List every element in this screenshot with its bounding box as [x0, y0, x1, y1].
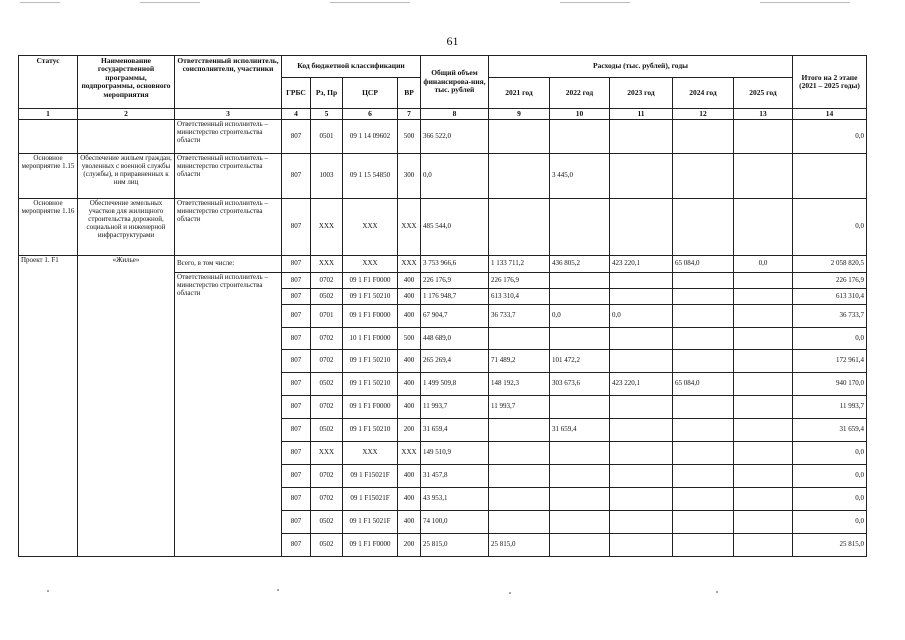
- y2022-cell: [550, 199, 610, 256]
- rzpr-cell: 0502: [311, 373, 343, 396]
- y2024-cell: [673, 465, 734, 488]
- csr-cell: 09 1 15 54850: [343, 154, 398, 199]
- vr-cell: 200: [398, 534, 421, 557]
- itogo-cell: 31 659,4: [793, 419, 867, 442]
- rzpr-cell: 0702: [311, 273, 343, 289]
- y2022-cell: 0,0: [550, 305, 610, 328]
- table-row: [19, 256, 867, 273]
- col-number: 3: [175, 109, 282, 120]
- y2025-cell: [734, 305, 793, 328]
- grbs-cell: 807: [282, 511, 311, 534]
- vr-cell: XXX: [398, 256, 421, 273]
- y2025-cell: [734, 273, 793, 289]
- table-row: [19, 120, 867, 154]
- grbs-cell: 807: [282, 373, 311, 396]
- grbs-cell: 807: [282, 488, 311, 511]
- itogo-cell: 0,0: [793, 199, 867, 256]
- col-number: 6: [343, 109, 398, 120]
- rzpr-cell: 1003: [311, 154, 343, 199]
- itogo-cell: 172 961,4: [793, 350, 867, 373]
- y2021-cell: [489, 199, 550, 256]
- y2025-cell: [734, 488, 793, 511]
- executor-cell: Ответственный исполнитель – министерство строительства области: [175, 273, 282, 557]
- table-header: [19, 56, 867, 120]
- y2021-cell: [489, 419, 550, 442]
- y2021-cell: [489, 154, 550, 199]
- executor-cell: Ответственный исполнитель – министерство строительства области: [175, 199, 282, 256]
- itogo-cell: 0,0: [793, 442, 867, 465]
- y2021-cell: 25 815,0: [489, 534, 550, 557]
- grbs-cell: 807: [282, 442, 311, 465]
- vr-cell: 400: [398, 511, 421, 534]
- total-volume-cell: 3 753 966,6: [421, 256, 489, 273]
- y2024-cell: [673, 154, 734, 199]
- y2022-cell: [550, 396, 610, 419]
- y2022-cell: [550, 534, 610, 557]
- header-2021: 2021 год: [489, 78, 550, 109]
- y2023-cell: [610, 488, 673, 511]
- status-cell: Основное мероприятие 1.15: [19, 154, 78, 199]
- y2023-cell: [610, 328, 673, 350]
- y2022-cell: 436 805,2: [550, 256, 610, 273]
- csr-cell: 09 1 F1 F0000: [343, 396, 398, 419]
- rzpr-cell: XXX: [311, 199, 343, 256]
- y2025-cell: [734, 289, 793, 305]
- rzpr-cell: 0502: [311, 534, 343, 557]
- y2023-cell: [610, 511, 673, 534]
- col-number: 5: [311, 109, 343, 120]
- y2022-cell: 31 659,4: [550, 419, 610, 442]
- col-number: 10: [550, 109, 610, 120]
- itogo-cell: 0,0: [793, 511, 867, 534]
- y2024-cell: [673, 289, 734, 305]
- col-number: 9: [489, 109, 550, 120]
- total-label-cell: Всего, в том числе:: [175, 256, 282, 273]
- total-volume-cell: 74 100,0: [421, 511, 489, 534]
- rzpr-cell: XXX: [311, 256, 343, 273]
- vr-cell: 400: [398, 289, 421, 305]
- rzpr-cell: 0702: [311, 488, 343, 511]
- header-budget-code: Код бюджетной классификации: [282, 56, 421, 78]
- y2021-cell: [489, 120, 550, 154]
- vr-cell: 200: [398, 419, 421, 442]
- y2024-cell: 65 084,0: [673, 373, 734, 396]
- itogo-cell: 613 310,4: [793, 289, 867, 305]
- csr-cell: 09 1 F15021F: [343, 465, 398, 488]
- name-cell: [78, 120, 175, 154]
- col-number: 2: [78, 109, 175, 120]
- total-volume-cell: 149 510,9: [421, 442, 489, 465]
- total-volume-cell: 448 689,0: [421, 328, 489, 350]
- total-volume-cell: 43 953,1: [421, 488, 489, 511]
- y2025-cell: [734, 419, 793, 442]
- csr-cell: 09 1 F1 50210: [343, 419, 398, 442]
- y2023-cell: [610, 465, 673, 488]
- financing-table: [18, 55, 867, 557]
- csr-cell: 09 1 F1 F0000: [343, 273, 398, 289]
- grbs-cell: 807: [282, 305, 311, 328]
- vr-cell: 500: [398, 328, 421, 350]
- grbs-cell: 807: [282, 328, 311, 350]
- y2025-cell: [734, 396, 793, 419]
- grbs-cell: 807: [282, 396, 311, 419]
- y2022-cell: 101 472,2: [550, 350, 610, 373]
- y2023-cell: [610, 289, 673, 305]
- y2022-cell: [550, 273, 610, 289]
- vr-cell: XXX: [398, 442, 421, 465]
- header-status: Статус: [19, 56, 78, 109]
- y2021-cell: [489, 328, 550, 350]
- y2022-cell: [550, 289, 610, 305]
- csr-cell: 09 1 F1 50210: [343, 373, 398, 396]
- grbs-cell: 807: [282, 256, 311, 273]
- itogo-cell: 25 815,0: [793, 534, 867, 557]
- y2021-cell: 1 133 711,2: [489, 256, 550, 273]
- y2021-cell: 148 192,3: [489, 373, 550, 396]
- grbs-cell: 807: [282, 120, 311, 154]
- y2021-cell: 11 993,7: [489, 396, 550, 419]
- y2025-cell: [734, 534, 793, 557]
- y2025-cell: [734, 442, 793, 465]
- y2025-cell: [734, 350, 793, 373]
- y2023-cell: [610, 154, 673, 199]
- col-number: 7: [398, 109, 421, 120]
- y2021-cell: [489, 442, 550, 465]
- csr-cell: 10 1 F1 F0000: [343, 328, 398, 350]
- y2025-cell: [734, 511, 793, 534]
- vr-cell: 400: [398, 396, 421, 419]
- header-vr: ВР: [398, 78, 421, 109]
- y2024-cell: [673, 511, 734, 534]
- rzpr-cell: 0702: [311, 465, 343, 488]
- y2021-cell: 226 176,9: [489, 273, 550, 289]
- col-number: 1: [19, 109, 78, 120]
- grbs-cell: 807: [282, 465, 311, 488]
- header-grbs: ГРБС: [282, 78, 311, 109]
- csr-cell: XXX: [343, 199, 398, 256]
- itogo-cell: 0,0: [793, 488, 867, 511]
- y2024-cell: [673, 305, 734, 328]
- y2024-cell: [673, 419, 734, 442]
- y2025-cell: [734, 465, 793, 488]
- y2022-cell: [550, 442, 610, 465]
- name-cell: Обеспечение земельных участков для жилищного строительства дорожной, социальной и инженерной инфраструктурами: [78, 199, 175, 256]
- rzpr-cell: 0502: [311, 289, 343, 305]
- table-row: [19, 154, 867, 199]
- y2023-cell: [610, 442, 673, 465]
- y2022-cell: 303 673,6: [550, 373, 610, 396]
- itogo-cell: 0,0: [793, 328, 867, 350]
- itogo-cell: 36 733,7: [793, 305, 867, 328]
- itogo-cell: 2 058 820,5: [793, 256, 867, 273]
- y2021-cell: [489, 511, 550, 534]
- y2021-cell: 71 489,2: [489, 350, 550, 373]
- itogo-cell: [793, 154, 867, 199]
- total-volume-cell: 31 659,4: [421, 419, 489, 442]
- y2025-cell: [734, 373, 793, 396]
- header-csr: ЦСР: [343, 78, 398, 109]
- rzpr-cell: 0502: [311, 511, 343, 534]
- y2022-cell: [550, 465, 610, 488]
- grbs-cell: 807: [282, 199, 311, 256]
- csr-cell: 09 1 F1 50210: [343, 350, 398, 373]
- y2025-cell: [734, 199, 793, 256]
- total-volume-cell: 265 269,4: [421, 350, 489, 373]
- itogo-cell: 0,0: [793, 120, 867, 154]
- y2023-cell: [610, 350, 673, 373]
- y2021-cell: 613 310,4: [489, 289, 550, 305]
- header-2023: 2023 год: [610, 78, 673, 109]
- total-volume-cell: 31 457,8: [421, 465, 489, 488]
- y2023-cell: [610, 419, 673, 442]
- y2022-cell: 3 445,0: [550, 154, 610, 199]
- name-cell: «Жилье»: [78, 256, 175, 557]
- y2023-cell: 0,0: [610, 305, 673, 328]
- y2024-cell: [673, 488, 734, 511]
- header-itogo: Итого на 2 этапе (2021 – 2025 годы): [793, 56, 867, 109]
- y2025-cell: [734, 120, 793, 154]
- total-volume-cell: 11 993,7: [421, 396, 489, 419]
- vr-cell: 500: [398, 120, 421, 154]
- y2024-cell: 65 084,0: [673, 256, 734, 273]
- col-number: 12: [673, 109, 734, 120]
- rzpr-cell: 0502: [311, 419, 343, 442]
- csr-cell: XXX: [343, 256, 398, 273]
- y2022-cell: [550, 488, 610, 511]
- y2024-cell: [673, 442, 734, 465]
- header-rzpr: Рз, Пр: [311, 78, 343, 109]
- y2024-cell: [673, 120, 734, 154]
- itogo-cell: 940 170,0: [793, 373, 867, 396]
- total-volume-cell: 366 522,0: [421, 120, 489, 154]
- rzpr-cell: 0702: [311, 350, 343, 373]
- rzpr-cell: 0702: [311, 396, 343, 419]
- status-cell: Проект 1. F1: [19, 256, 78, 557]
- csr-cell: XXX: [343, 442, 398, 465]
- total-volume-cell: 1 176 948,7: [421, 289, 489, 305]
- y2024-cell: [673, 328, 734, 350]
- rzpr-cell: 0501: [311, 120, 343, 154]
- y2023-cell: [610, 199, 673, 256]
- csr-cell: 09 1 F15021F: [343, 488, 398, 511]
- vr-cell: 400: [398, 305, 421, 328]
- itogo-cell: 11 993,7: [793, 396, 867, 419]
- col-number: 13: [734, 109, 793, 120]
- header-2025: 2025 год: [734, 78, 793, 109]
- total-volume-cell: 25 815,0: [421, 534, 489, 557]
- y2022-cell: [550, 511, 610, 534]
- csr-cell: 09 1 F1 5021F: [343, 511, 398, 534]
- page-number: 61: [446, 34, 459, 48]
- rzpr-cell: 0701: [311, 305, 343, 328]
- total-volume-cell: 226 176,9: [421, 273, 489, 289]
- y2024-cell: [673, 534, 734, 557]
- total-volume-cell: 485 544,0: [421, 199, 489, 256]
- col-number: 4: [282, 109, 311, 120]
- name-cell: Обеспечение жильем граждан, уволенных с военной службы (службы), и приравненных к ним лиц: [78, 154, 175, 199]
- vr-cell: 400: [398, 373, 421, 396]
- vr-cell: XXX: [398, 199, 421, 256]
- y2023-cell: [610, 273, 673, 289]
- csr-cell: 09 1 F1 50210: [343, 289, 398, 305]
- col-number: 11: [610, 109, 673, 120]
- total-volume-cell: 0,0: [421, 154, 489, 199]
- header-executor: Ответственный исполнитель, соисполнители, участники: [175, 56, 282, 109]
- table-row: [19, 199, 867, 256]
- grbs-cell: 807: [282, 419, 311, 442]
- grbs-cell: 807: [282, 350, 311, 373]
- header-total-volume: Общий объем финансирова-ния, тыс. рублей: [421, 56, 489, 109]
- y2021-cell: [489, 488, 550, 511]
- y2023-cell: [610, 534, 673, 557]
- vr-cell: 400: [398, 488, 421, 511]
- y2024-cell: [673, 396, 734, 419]
- grbs-cell: 807: [282, 289, 311, 305]
- y2023-cell: [610, 120, 673, 154]
- y2024-cell: [673, 350, 734, 373]
- header-2024: 2024 год: [673, 78, 734, 109]
- csr-cell: 09 1 F1 F0000: [343, 305, 398, 328]
- csr-cell: 09 1 14 09602: [343, 120, 398, 154]
- executor-cell: Ответственный исполнитель – министерство строительства области: [175, 154, 282, 199]
- y2023-cell: 423 220,1: [610, 373, 673, 396]
- y2025-cell: [734, 154, 793, 199]
- grbs-cell: 807: [282, 273, 311, 289]
- csr-cell: 09 1 F1 F0000: [343, 534, 398, 557]
- itogo-cell: 226 176,9: [793, 273, 867, 289]
- y2022-cell: [550, 120, 610, 154]
- total-volume-cell: 1 499 509,8: [421, 373, 489, 396]
- total-volume-cell: 67 904,7: [421, 305, 489, 328]
- header-name: Наименование государственной программы, подпрограммы, основного мероприятия: [78, 56, 175, 109]
- rzpr-cell: XXX: [311, 442, 343, 465]
- grbs-cell: 807: [282, 534, 311, 557]
- y2021-cell: 36 733,7: [489, 305, 550, 328]
- y2023-cell: [610, 396, 673, 419]
- status-cell: Основное мероприятие 1.16: [19, 199, 78, 256]
- y2025-cell: 0,0: [734, 256, 793, 273]
- status-cell: [19, 120, 78, 154]
- itogo-cell: 0,0: [793, 465, 867, 488]
- rzpr-cell: 0702: [311, 328, 343, 350]
- executor-cell: Ответственный исполнитель – министерство строительства области: [175, 120, 282, 154]
- y2021-cell: [489, 465, 550, 488]
- y2023-cell: 423 220,1: [610, 256, 673, 273]
- grbs-cell: 807: [282, 154, 311, 199]
- col-number: 8: [421, 109, 489, 120]
- vr-cell: 400: [398, 465, 421, 488]
- vr-cell: 400: [398, 273, 421, 289]
- y2025-cell: [734, 328, 793, 350]
- header-2022: 2022 год: [550, 78, 610, 109]
- column-numbers-row: [19, 109, 867, 120]
- header-expenses: Расходы (тыс. рублей), годы: [489, 56, 793, 78]
- y2024-cell: [673, 199, 734, 256]
- y2022-cell: [550, 328, 610, 350]
- vr-cell: 400: [398, 350, 421, 373]
- vr-cell: 300: [398, 154, 421, 199]
- y2024-cell: [673, 273, 734, 289]
- col-number: 14: [793, 109, 867, 120]
